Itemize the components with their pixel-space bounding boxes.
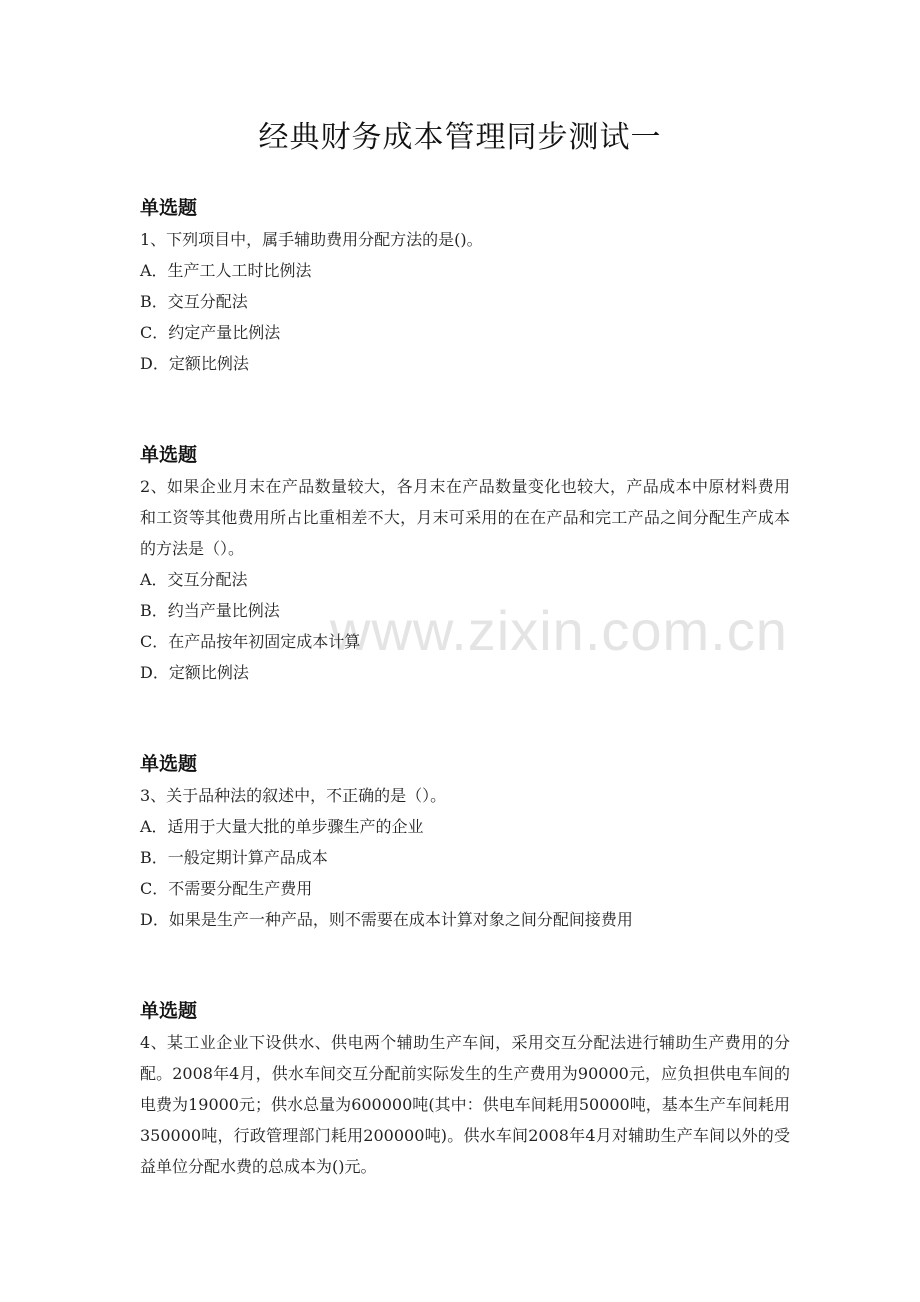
document-title: 经典财务成本管理同步测试一 xyxy=(258,120,662,155)
question-heading: 单选题 xyxy=(140,197,198,219)
option-c: C．在产品按年初固定成本计算 xyxy=(140,632,361,651)
option-b: B．约当产量比例法 xyxy=(140,601,280,620)
question-text: 2、如果企业月末在产品数量较大，各月末在产品数量变化也较大，产品成本中原材料费用和工资等其他费用所占比重相差不大，月末可采用的在在产品和完工产品之间分配生产成本的方法是（）。 xyxy=(140,477,790,558)
question-text: 1、下列项目中，属手辅助费用分配方法的是()。 xyxy=(140,230,483,249)
question-heading: 单选题 xyxy=(140,1000,198,1022)
option-a: A．适用于大量大批的单步骤生产的企业 xyxy=(140,817,424,836)
option-a: A．生产工人工时比例法 xyxy=(140,261,312,280)
option-b: B．一般定期计算产品成本 xyxy=(140,848,328,867)
question-text: 3、关于品种法的叙述中，不正确的是（）。 xyxy=(140,786,447,805)
question-block-2 xyxy=(140,443,790,688)
question-heading: 单选题 xyxy=(140,753,198,775)
question-heading: 单选题 xyxy=(140,444,198,466)
option-c: C．不需要分配生产费用 xyxy=(140,879,313,898)
watermark: www.zixin.com.cn xyxy=(330,599,788,662)
question-text: 4、某工业企业下设供水、供电两个辅助生产车间，采用交互分配法进行辅助生产费用的分配。2008年4月，供水车间交互分配前实际发生的生产费用为90000元，应负担供电车间的电费为19000元；供水总量为600000吨(其中：供电车间耗用50000吨，基本生产车间耗用350000吨，行政管理部门耗用200000吨)。供水车间2008年4月对辅助生产车间以外的受益单位分配水费的总成本为()元。 xyxy=(140,1033,790,1176)
option-d: D．定额比例法 xyxy=(140,354,249,373)
option-d: D．定额比例法 xyxy=(140,663,249,682)
option-c: C．约定产量比例法 xyxy=(140,323,281,342)
option-b: B．交互分配法 xyxy=(140,292,248,311)
question-block-3 xyxy=(140,752,790,935)
option-d: D．如果是生产一种产品，则不需要在成本计算对象之间分配间接费用 xyxy=(140,910,633,929)
question-block-1 xyxy=(140,196,790,379)
question-block-4 xyxy=(140,999,790,1182)
option-a: A．交互分配法 xyxy=(140,570,248,589)
